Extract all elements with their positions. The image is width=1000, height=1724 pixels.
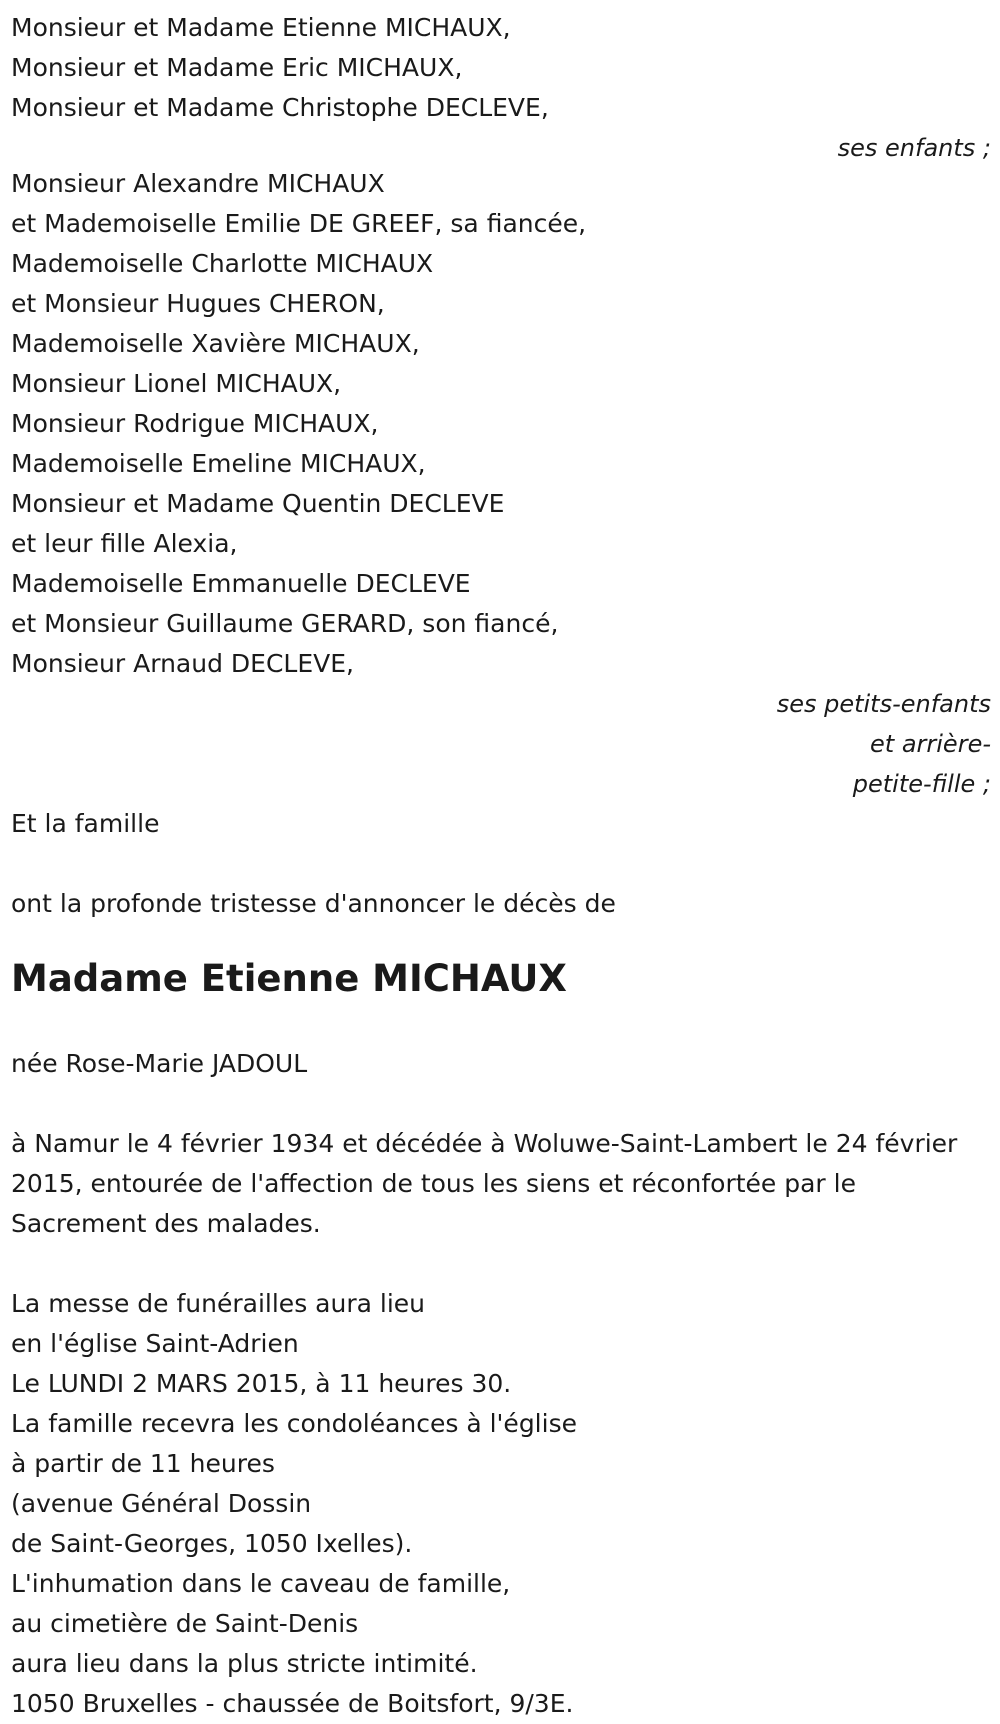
- obituary-notice: [11, 8, 991, 1724]
- grandchild-name: Monsieur Arnaud DECLEVE,: [11, 649, 354, 678]
- announcement: ont la profonde tristesse d'annoncer le décès de: [11, 889, 616, 918]
- children-list: [11, 8, 991, 128]
- grandchild-name: Mademoiselle Charlotte MICHAUX: [11, 249, 434, 278]
- funeral-details: [11, 1284, 991, 1724]
- maiden-name: née Rose-Marie JADOUL: [11, 1049, 308, 1078]
- grandchildren-label-line: petite-fille ;: [852, 770, 991, 798]
- family-line: Et la famille: [11, 809, 160, 838]
- child-name: Monsieur et Madame Etienne MICHAUX,: [11, 13, 511, 42]
- funeral-line: aura lieu dans la plus stricte intimité.: [11, 1649, 478, 1678]
- grandchild-name: Monsieur Alexandre MICHAUX: [11, 169, 385, 198]
- grandchild-name: Mademoiselle Xavière MICHAUX,: [11, 329, 420, 358]
- funeral-line: La messe de funérailles aura lieu: [11, 1289, 425, 1318]
- funeral-line: au cimetière de Saint-Denis: [11, 1609, 359, 1638]
- children-label: ses enfants ;: [837, 134, 991, 162]
- funeral-line: (avenue Général Dossin: [11, 1489, 312, 1518]
- birth-death-paragraph: à Namur le 4 février 1934 et décédée à Woluwe-Saint-Lambert le 24 février 2015, entourée de l'affection de tous les siens et réconfortée par le Sacrement des malades.: [11, 1129, 958, 1238]
- child-name: Monsieur et Madame Eric MICHAUX,: [11, 53, 463, 82]
- deceased-name: Madame Etienne MICHAUX: [11, 957, 567, 1000]
- grandchild-name: et Monsieur Hugues CHERON,: [11, 289, 385, 318]
- grandchildren-list: [11, 164, 991, 684]
- funeral-line: en l'église Saint-Adrien: [11, 1329, 299, 1358]
- grandchild-name: Monsieur Rodrigue MICHAUX,: [11, 409, 379, 438]
- child-name: Monsieur et Madame Christophe DECLEVE,: [11, 93, 549, 122]
- funeral-line: 1050 Bruxelles - chaussée de Boitsfort, 9/3E.: [11, 1689, 574, 1718]
- grandchildren-label: [11, 684, 991, 804]
- grandchildren-label-line: et arrière-: [870, 730, 991, 758]
- funeral-line: Le LUNDI 2 MARS 2015, à 11 heures 30.: [11, 1369, 512, 1398]
- grandchild-name: Mademoiselle Emmanuelle DECLEVE: [11, 569, 471, 598]
- grandchild-name: Monsieur et Madame Quentin DECLEVE: [11, 489, 505, 518]
- grandchild-name: Mademoiselle Emeline MICHAUX,: [11, 449, 426, 478]
- grandchild-name: et Mademoiselle Emilie DE GREEF, sa fiancée,: [11, 209, 587, 238]
- grandchildren-label-line: ses petits-enfants: [776, 690, 991, 718]
- funeral-line: L'inhumation dans le caveau de famille,: [11, 1569, 511, 1598]
- grandchild-name: et Monsieur Guillaume GERARD, son fiancé,: [11, 609, 559, 638]
- funeral-line: de Saint-Georges, 1050 Ixelles).: [11, 1529, 413, 1558]
- grandchild-name: Monsieur Lionel MICHAUX,: [11, 369, 342, 398]
- grandchild-name: et leur fille Alexia,: [11, 529, 238, 558]
- funeral-line: à partir de 11 heures: [11, 1449, 275, 1478]
- funeral-line: La famille recevra les condoléances à l'église: [11, 1409, 577, 1438]
